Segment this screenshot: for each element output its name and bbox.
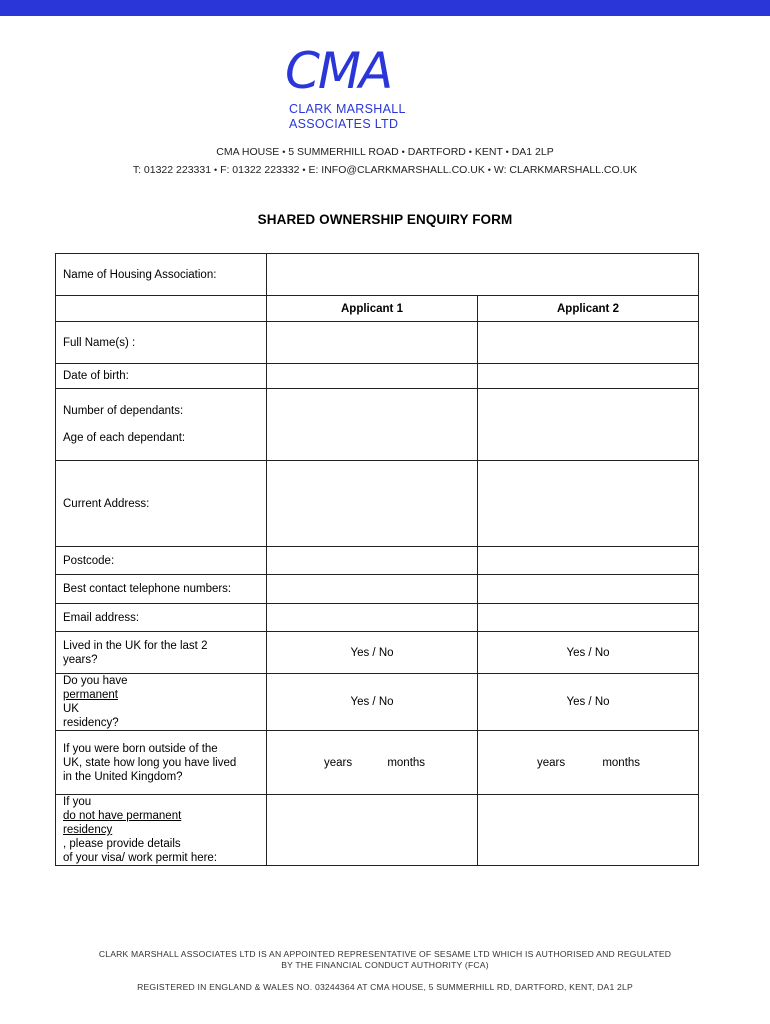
applicant-1-visa-field[interactable]	[267, 795, 478, 866]
address-line	[0, 146, 770, 158]
logo-letters: CMA	[285, 42, 392, 98]
row-current-address	[56, 461, 699, 547]
footer-registration: REGISTERED IN ENGLAND & WALES NO. 03244364 AT CMA HOUSE, 5 SUMMERHILL RD, DARTFORD, KENT, DA1 2LP	[137, 982, 633, 992]
separator-dot: •	[213, 165, 218, 175]
applicant-2-full-names-field[interactable]	[478, 322, 699, 364]
row-full-names	[56, 322, 699, 364]
born-outside-label-line: in the United Kingdom?	[63, 770, 183, 783]
address-part: KENT	[474, 146, 503, 158]
residency-label-line: residency?	[63, 717, 119, 729]
visa-label-line: of your visa/ work permit here:	[63, 852, 218, 864]
applicant-1-email-field[interactable]	[267, 604, 478, 632]
applicant-2-postcode-field[interactable]	[478, 547, 699, 575]
row-postcode	[56, 547, 699, 575]
applicant-2-dob-field[interactable]	[478, 364, 699, 389]
company-name-line2: ASSOCIATES LTD	[289, 117, 399, 131]
residency-label	[56, 674, 267, 731]
separator-dot: •	[401, 147, 405, 157]
applicant-2-visa-field[interactable]	[478, 795, 699, 866]
lived-uk-label-line: Lived in the UK for the last 2	[63, 639, 208, 652]
visa-label-line: If you do not have permanent	[63, 796, 182, 822]
applicant-1-residency-choice[interactable]: Yes / No	[267, 674, 478, 731]
dependants-label-cell	[56, 389, 267, 461]
lived-uk-label	[56, 632, 267, 674]
applicant-2-dependants-field[interactable]	[478, 389, 699, 461]
separator-dot: •	[282, 147, 286, 157]
cma-logo-mark	[283, 38, 423, 98]
footer-regulation-line: BY THE FINANCIAL CONDUCT AUTHORITY (FCA)	[281, 960, 489, 970]
housing-association-field[interactable]	[267, 254, 699, 296]
blank-header-cell	[56, 296, 267, 322]
row-applicant-headers	[56, 296, 699, 322]
row-email	[56, 604, 699, 632]
postcode-label: Postcode:	[56, 547, 267, 575]
applicant-2-lived-uk-choice[interactable]: Yes / No	[478, 632, 699, 674]
website-address: W: CLARKMARSHALL.CO.UK	[493, 164, 638, 176]
phone-number: T: 01322 223331	[132, 164, 212, 176]
top-color-bar	[0, 0, 770, 16]
row-lived-in-uk	[56, 632, 699, 674]
visa-label-line: residency , please provide details	[63, 824, 181, 850]
row-date-of-birth	[56, 364, 699, 389]
company-name-line1: CLARK MARSHALL	[289, 102, 406, 116]
row-born-outside-uk	[56, 731, 699, 795]
row-permanent-residency	[56, 674, 699, 731]
applicant-2-residency-choice[interactable]: Yes / No	[478, 674, 699, 731]
full-names-label: Full Name(s) :	[56, 322, 267, 364]
row-housing-association	[56, 254, 699, 296]
months-label: months	[387, 756, 426, 769]
separator-dot: •	[468, 147, 472, 157]
address-part: DA1 2LP	[511, 146, 554, 158]
applicant-1-full-names-field[interactable]	[267, 322, 478, 364]
residency-label-line: Do you have permanent UK	[63, 675, 128, 715]
form-title: SHARED OWNERSHIP ENQUIRY FORM	[257, 212, 513, 227]
address-part: DARTFORD	[407, 146, 466, 158]
applicant-1-header: Applicant 1	[267, 296, 478, 322]
dob-label: Date of birth:	[56, 364, 267, 389]
address-part: CMA HOUSE	[216, 146, 280, 158]
email-label: Email address:	[56, 604, 267, 632]
current-address-label: Current Address:	[56, 461, 267, 547]
address-part: 5 SUMMERHILL ROAD	[288, 146, 399, 158]
dependant-age-label: Age of each dependant:	[63, 432, 186, 444]
separator-dot: •	[505, 147, 509, 157]
years-label: years	[537, 756, 566, 769]
applicant-2-email-field[interactable]	[478, 604, 699, 632]
applicant-2-telephone-field[interactable]	[478, 575, 699, 604]
applicant-1-time-in-uk-field[interactable]	[267, 731, 478, 795]
separator-dot: •	[487, 165, 491, 175]
applicant-1-postcode-field[interactable]	[267, 547, 478, 575]
separator-dot: •	[302, 165, 306, 175]
applicant-1-telephone-field[interactable]	[267, 575, 478, 604]
applicant-2-header: Applicant 2	[478, 296, 699, 322]
footer-regulation	[0, 949, 770, 971]
housing-association-label: Name of Housing Association:	[56, 254, 267, 296]
applicant-1-dependants-field[interactable]	[267, 389, 478, 461]
footer-regulation-line: CLARK MARSHALL ASSOCIATES LTD IS AN APPOINTED REPRESENTATIVE OF SESAME LTD WHICH IS AUTHORISED AND REGULATED	[98, 949, 672, 959]
applicant-2-time-in-uk-field[interactable]	[478, 731, 699, 795]
dependants-label: Number of dependants:	[63, 405, 184, 417]
enquiry-form-table	[55, 253, 699, 866]
email-address: E: INFO@CLARKMARSHALL.CO.UK	[308, 164, 485, 176]
born-outside-label-line: UK, state how long you have lived	[63, 756, 237, 769]
born-outside-label-line: If you were born outside of the	[63, 742, 218, 755]
company-logo	[283, 38, 423, 136]
visa-label	[56, 795, 267, 866]
lived-uk-label-line: years?	[63, 653, 98, 666]
applicant-1-lived-uk-choice[interactable]: Yes / No	[267, 632, 478, 674]
row-visa-details	[56, 795, 699, 866]
row-dependants	[56, 389, 699, 461]
born-outside-label	[56, 731, 267, 795]
telephone-label: Best contact telephone numbers:	[56, 575, 267, 604]
fax-number: F: 01322 223332	[220, 164, 300, 176]
row-telephone	[56, 575, 699, 604]
applicant-1-address-field[interactable]	[267, 461, 478, 547]
contact-line	[0, 164, 770, 176]
years-label: years	[324, 756, 353, 769]
applicant-2-address-field[interactable]	[478, 461, 699, 547]
applicant-1-dob-field[interactable]	[267, 364, 478, 389]
months-label: months	[602, 756, 641, 769]
